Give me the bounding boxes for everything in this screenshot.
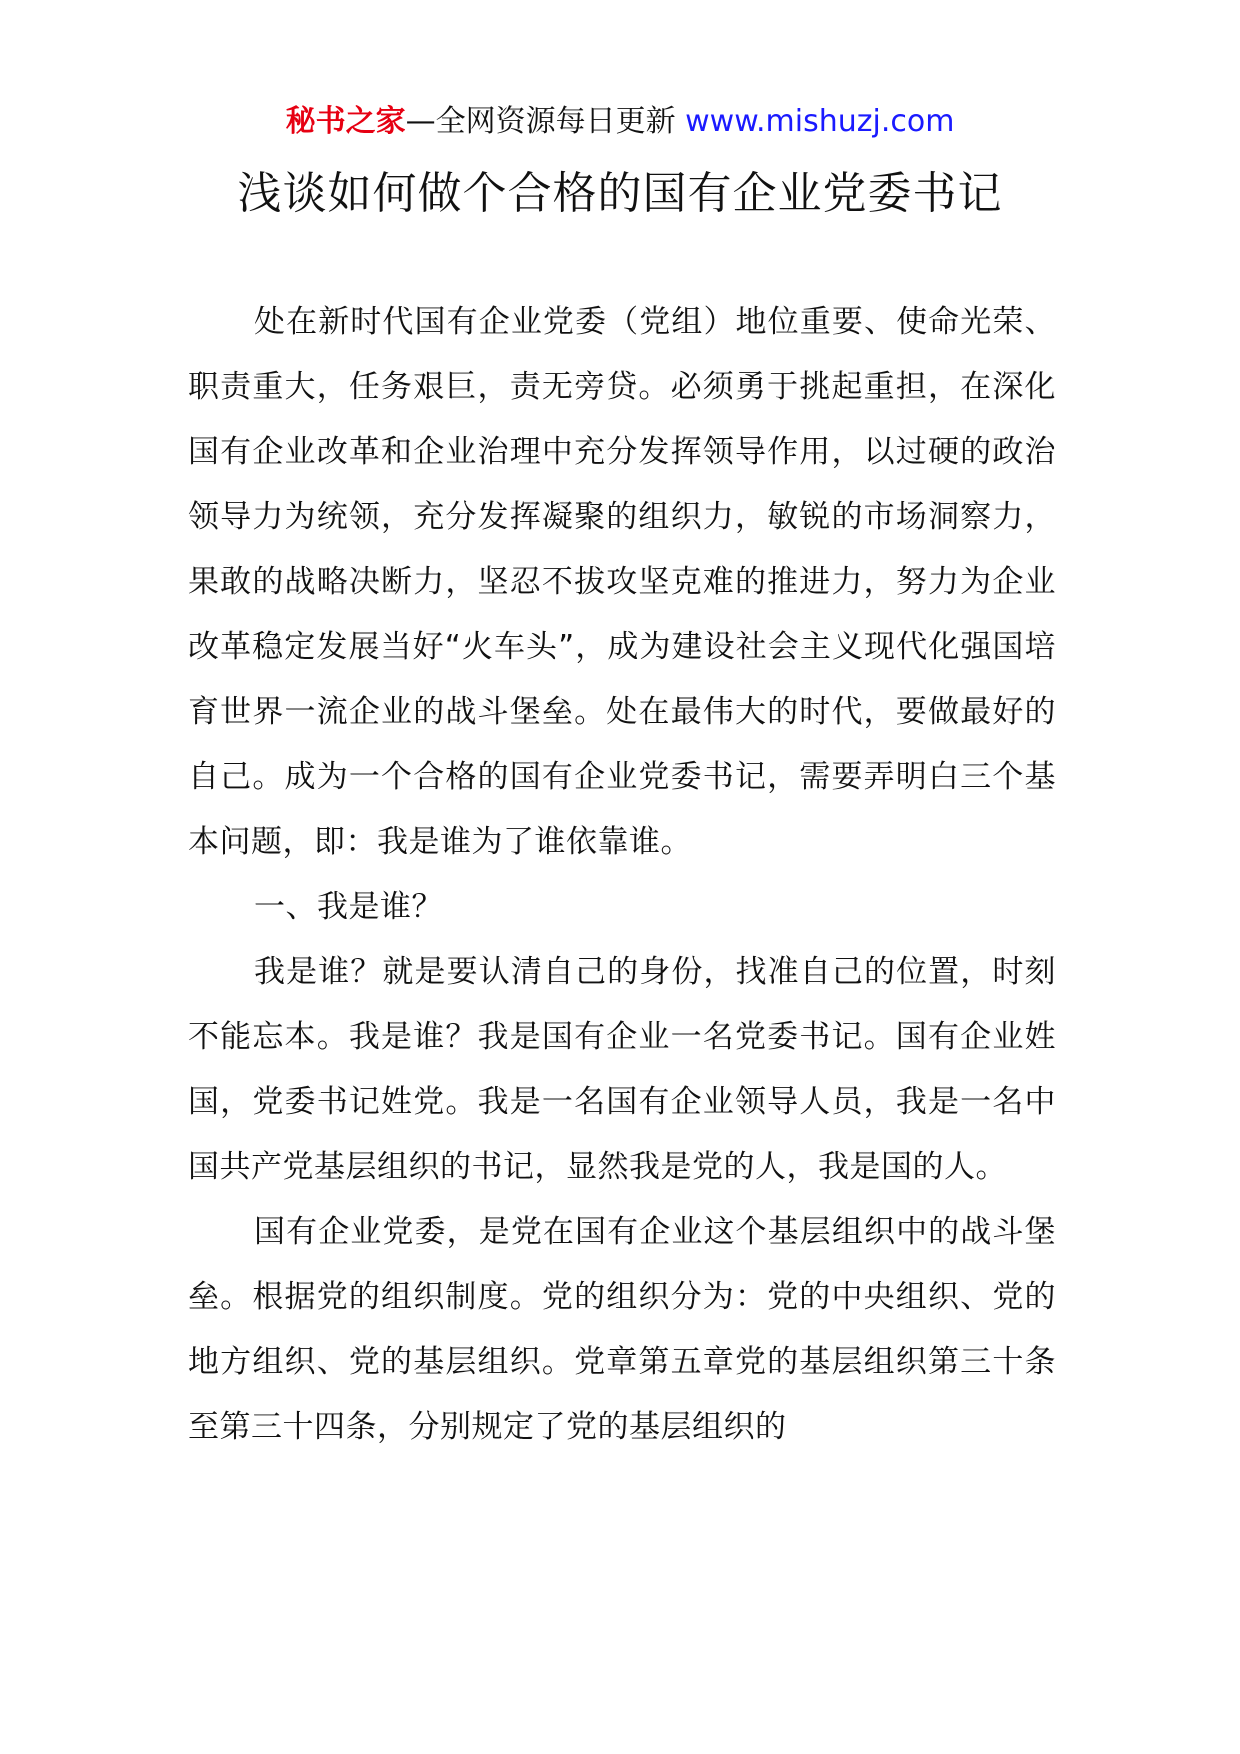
site-header xyxy=(0,100,1240,144)
paragraph-party-committee: 国有企业党委，是党在国有企业这个基层组织中的战斗堡垒。根据党的组织制度。党的组织分为：党的中央组织、党的地方组织、党的基层组织。党章第五章党的基层组织第三十条至第三十四条，分别规定了党的基层组织的 xyxy=(188,1214,1056,1445)
site-url-link[interactable]: www.mishuzj.com xyxy=(685,104,955,139)
paragraph-who-am-i: 我是谁？就是要认清自己的身份，找准自己的位置，时刻不能忘本。我是谁？我是国有企业一名党委书记。国有企业姓国，党委书记姓党。我是一名国有企业领导人员，我是一名中国共产党基层组织的书记，显然我是党的人，我是国的人。 xyxy=(188,954,1056,1185)
paragraph-intro: 处在新时代国有企业党委（党组）地位重要、使命光荣、职责重大，任务艰巨，责无旁贷。必须勇于挑起重担，在深化国有企业改革和企业治理中充分发挥领导作用，以过硬的政治领导力为统领，充分发挥凝聚的组织力，敏锐的市场洞察力，果敢的战略决断力，坚忍不拔攻坚克难的推进力，努力为企业改革稳定发展当好“火车头”，成为建设社会主义现代化强国培育世界一流企业的战斗堡垒。处在最伟大的时代，要做最好的自己。成为一个合格的国有企业党委书记，需要弄明白三个基本问题，即：我是谁为了谁依靠谁。 xyxy=(188,304,1056,860)
site-brand: 秘书之家 xyxy=(285,104,406,139)
site-tagline: —全网资源每日更新 xyxy=(405,104,676,139)
document-body xyxy=(188,290,1056,1460)
document-title: 浅谈如何做个合格的国有企业党委书记 xyxy=(237,168,1003,219)
section-heading: 一、我是谁？ xyxy=(254,889,443,925)
